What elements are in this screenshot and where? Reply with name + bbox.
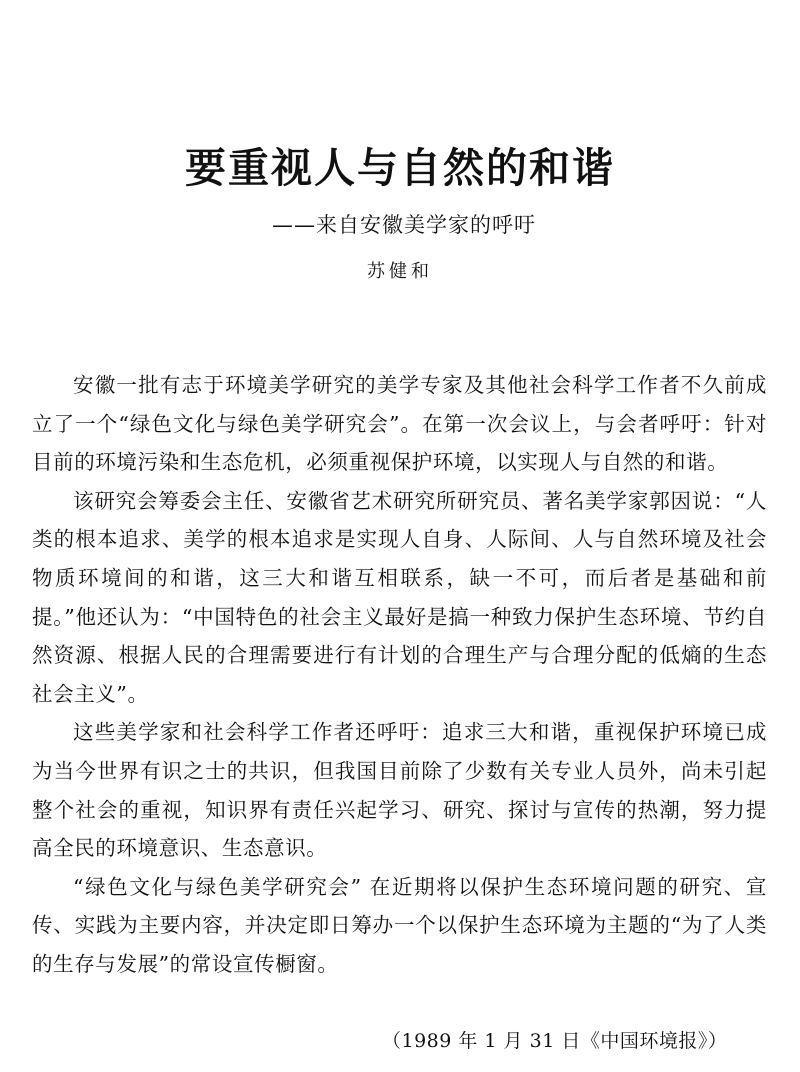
article-title: 要重视人与自然的和谐 xyxy=(185,144,615,192)
source-citation: （1989 年 1 月 31 日《中国环境报》） xyxy=(382,1030,728,1052)
paragraph: 该研究会筹委会主任、安徽省艺术研究所研究员、著名美学家郭因说：“人类的根本追求、美学的根本追求是实现人自身、人际间、人与自然环境及社会物质环境间的和谐，这三大和谐互相联系，缺一不可，而后者是基础和前提。”他还认为：“中国特色的社会主义最好是搞一种致力保护生态环境、节约自然资源、根据人民的合理需要进行有计划的合理生产与合理分配的低熵的生态社会主义”。 xyxy=(32,488,767,706)
paragraph: “绿色文化与绿色美学研究会” 在近期将以保护生态环境问题的研究、宣传、实践为主要内容，并决定即日筹办一个以保护生态环境为主题的“为了人类的生存与发展”的常设宣传橱窗。 xyxy=(32,874,767,976)
article-author: 苏健和 xyxy=(367,261,433,282)
paragraph: 安徽一批有志于环境美学研究的美学专家及其他社会科学工作者不久前成立了一个“绿色文化与绿色美学研究会”。在第一次会议上，与会者呼吁：针对目前的环境污染和生态危机，必须重视保护环境，以实现人与自然的和谐。 xyxy=(32,373,767,475)
paragraph: 这些美学家和社会科学工作者还呼吁：追求三大和谐，重视保护环境已成为当今世界有识之士的共识，但我国目前除了少数有关专业人员外，尚未引起整个社会的重视，知识界有责任兴起学习、研究、探讨与宣传的热潮，努力提高全民的环境意识、生态意识。 xyxy=(32,720,767,861)
article-subtitle: ——来自安徽美学家的呼吁 xyxy=(272,213,536,237)
article-body xyxy=(32,366,767,984)
